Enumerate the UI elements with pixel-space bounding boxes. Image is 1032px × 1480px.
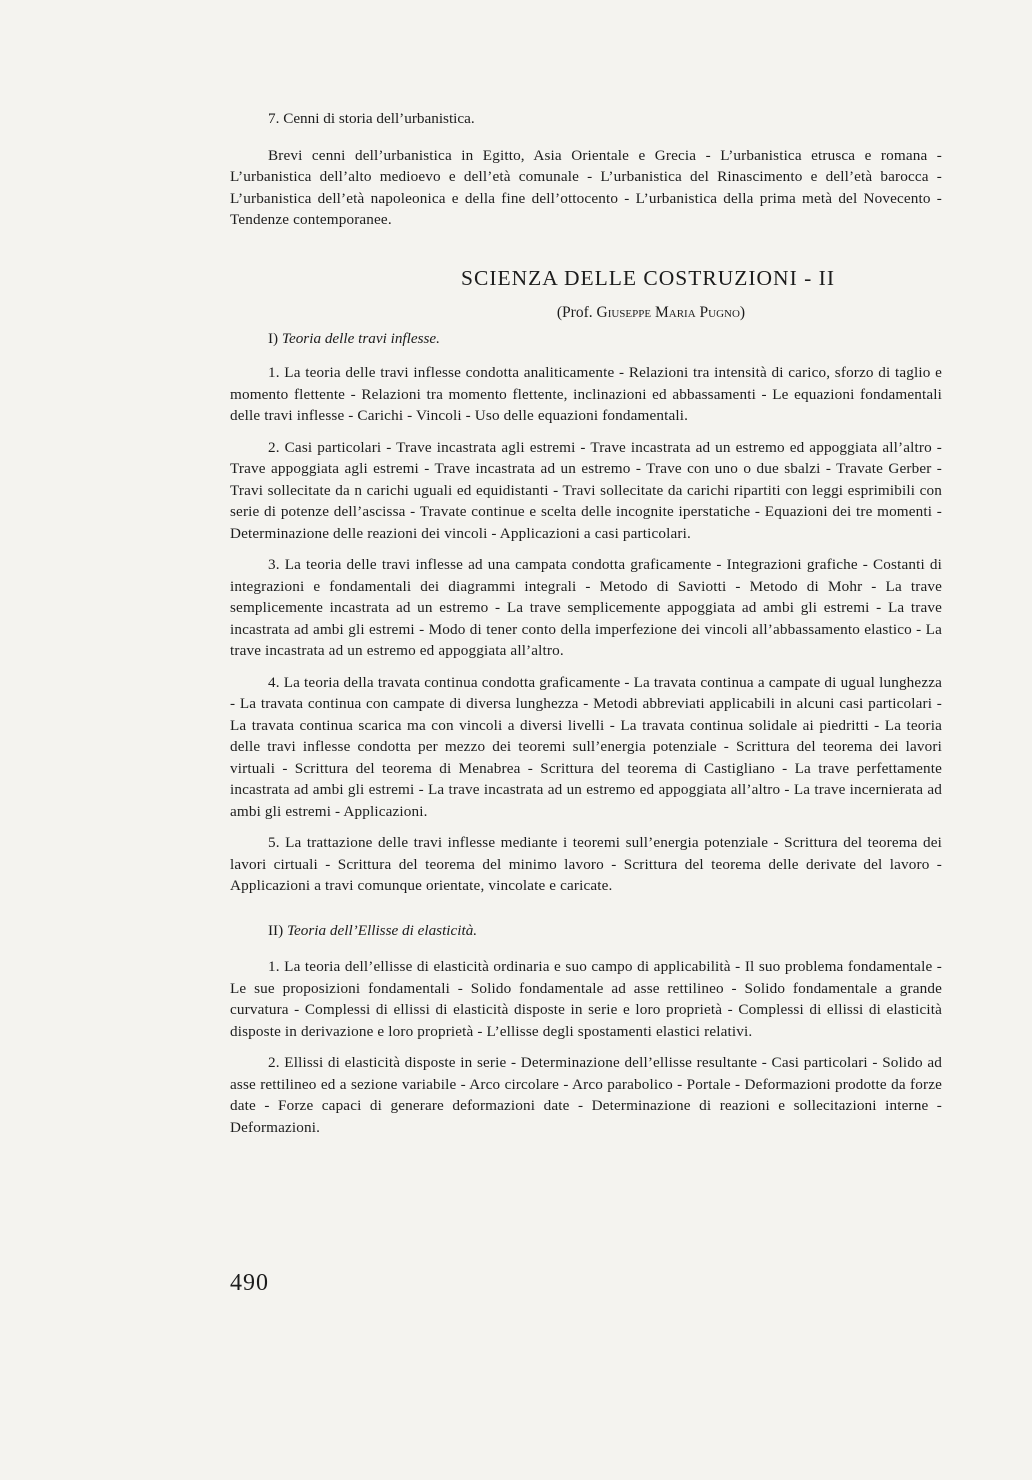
part-2-paragraph: 1. La teoria dell’ellisse di elasticità ordinaria e suo campo di applicabilità - Il suo problema fondamentale - Le sue proposizioni fondamentali - Solido fondamentale ad asse rettilineo - Solido fondamentale a grande curvatura - Complessi di ellissi di elasticità disposte in serie e loro proprietà - Complessi di ellissi di elasticità disposte in derivazione e loro proprietà - L’ellisse degli spostamenti elastici relativi.: [230, 958, 942, 1040]
part-2-heading: II) Teoria dell’Ellisse di elasticità.: [268, 921, 478, 939]
part-1-paragraph: 1. La teoria delle travi inflesse condotta analiticamente - Relazioni tra intensità di carico, sforzo di taglio e momento flettente - Relazioni tra momento flettente, inclinazioni ed abbassamenti - Le equazioni fondamentali delle travi inflesse - Carichi - Vincoli - Uso delle equazioni fondamentali.: [230, 364, 942, 424]
page-content: [230, 108, 942, 1138]
course-professor: (Prof. Giuseppe Maria Pugno): [556, 303, 746, 321]
course-title: SCIENZA DELLE COSTRUZIONI - II: [461, 265, 835, 290]
section-7-heading: 7. Cenni di storia dell’urbanistica.: [268, 110, 475, 127]
part-1-heading: I) Teoria delle travi inflesse.: [268, 329, 440, 347]
part-1-paragraph: 5. La trattazione delle travi inflesse mediante i teoremi sull’energia potenziale - Scrittura del teorema dei lavori cirtuali - Scrittura del teorema del minimo lavoro - Scrittura del teorema delle derivate del lavoro - Applicazioni a travi comunque orientate, vincolate e caricate.: [230, 834, 942, 894]
section-7-body: Brevi cenni dell’urbanistica in Egitto, Asia Orientale e Grecia - L’urbanistica etrusca e romana - L’urbanistica dell’alto medioevo e dell’età comunale - L’urbanistica del Rinascimento e dell’età barocca - L’urbanistica dell’età napoleonica e della fine dell’ottocento - L’urbanistica della prima metà del Novecento - Tendenze contemporanee.: [230, 146, 942, 228]
professor-name: Giuseppe Maria Pugno: [596, 303, 740, 321]
part-1-paragraph: 2. Casi particolari - Trave incastrata agli estremi - Trave incastrata ad un estremo ed appoggiata all’altro - Trave appoggiata agli estremi - Trave incastrata ad un estremo - Trave con uno o due sbalzi - Travate Gerber - Travi sollecitate da n carichi uguali ed equidistanti - Travi sollecitate da carichi ripartiti con leggi esprimibili con serie di potenze dell’ascissa - Travate continue e scelta delle incognite iperstatiche - Equazioni dei tre momenti - Determinazione delle reazioni dei vincoli - Applicazioni a casi particolari.: [230, 438, 942, 542]
part-2-paragraph: 2. Ellissi di elasticità disposte in serie - Determinazione dell’ellisse resultante - Casi particolari - Solido ad asse rettilineo ed a sezione variabile - Arco circolare - Arco parabolico - Portale - Deformazioni prodotte da forze date - Forze capaci di generare deformazioni date - Determinazione di reazioni e sollecitazioni interne - Deformazioni.: [230, 1054, 942, 1136]
part-1-paragraph: 4. La teoria della travata continua condotta graficamente - La travata continua a campate di ugual lunghezza - La travata continua con campate di diversa lunghezza - Metodi abbreviati applicabili in alcuni casi particolari - La travata continua scarica ma con vincoli a diversi livelli - La travata continua solidale ai piedritti - La teoria delle travi inflesse condotta per mezzo dei teoremi sull’energia potenziale - Scrittura del teorema dei lavori virtuali - Scrittura del teorema di Menabrea - Scrittura del teorema di Castigliano - La trave perfettamente incastrata ad ambi gli estremi - La trave incastrata ad un estremo ed appoggiata all’altro - La trave incernierata ad ambi gli estremi - Applicazioni.: [230, 673, 942, 820]
page-number: 490: [230, 1270, 269, 1296]
part-1-paragraph: 3. La teoria delle travi inflesse ad una campata condotta graficamente - Integrazioni grafiche - Costanti di integrazioni e fondamentali dei diagrammi integrali - Metodo di Saviotti - Metodo di Mohr - La trave semplicemente incastrata ad un estremo - La trave semplicemente appoggiata ad ambi gli estremi - La trave incastrata ad ambi gli estremi - Modo di tener conto della imperfezione dei vincoli all’abbassamento elastico - La trave incastrata ad un estremo ed appoggiata all’altro.: [230, 556, 942, 659]
